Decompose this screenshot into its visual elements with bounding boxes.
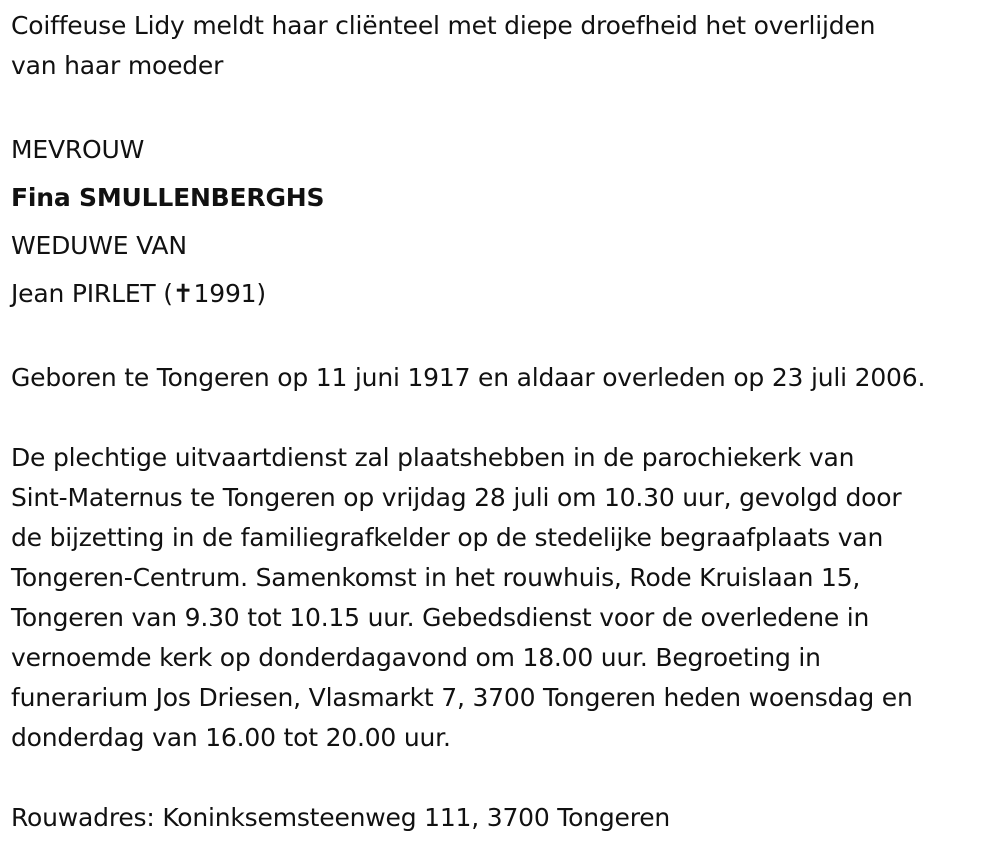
service-line: de bijzetting in de familiegrafkelder op de stedelijke begraafplaats van [11, 523, 884, 552]
service-line: Tongeren-Centrum. Samenkomst in het rouwhuis, Rode Kruislaan 15, [11, 563, 861, 592]
widow-label: WEDUWE VAN [11, 231, 187, 260]
spouse-name: Jean PIRLET (✝1991) [11, 279, 266, 308]
honorific-title: MEVROUW [11, 135, 145, 164]
spacer [11, 86, 991, 126]
spacer [11, 758, 991, 798]
deceased-block [11, 126, 991, 318]
intro-paragraph [11, 6, 991, 86]
service-line: Tongeren van 9.30 tot 10.15 uur. Gebedsdienst voor de overledene in [11, 603, 870, 632]
birth-death-paragraph [11, 358, 991, 398]
service-line: donderdag van 16.00 tot 20.00 uur. [11, 723, 451, 752]
service-paragraph [11, 438, 991, 758]
address-paragraph [11, 798, 991, 838]
spacer [11, 318, 991, 358]
spacer [11, 398, 991, 438]
service-line: De plechtige uitvaartdienst zal plaatshebben in de parochiekerk van [11, 443, 855, 472]
service-line: funerarium Jos Driesen, Vlasmarkt 7, 3700 Tongeren heden woensdag en [11, 683, 913, 712]
birth-death-line: Geboren te Tongeren op 11 juni 1917 en aldaar overleden op 23 juli 2006. [11, 363, 926, 392]
deceased-name: Fina SMULLENBERGHS [11, 183, 325, 212]
obituary-notice [11, 6, 991, 838]
intro-line-2: van haar moeder [11, 51, 224, 80]
intro-line-1: Coiffeuse Lidy meldt haar cliënteel met diepe droefheid het overlijden [11, 11, 876, 40]
service-line: vernoemde kerk op donderdagavond om 18.00 uur. Begroeting in [11, 643, 821, 672]
service-line: Sint-Maternus te Tongeren op vrijdag 28 juli om 10.30 uur, gevolgd door [11, 483, 902, 512]
mourning-address: Rouwadres: Koninksemsteenweg 111, 3700 Tongeren [11, 803, 671, 832]
